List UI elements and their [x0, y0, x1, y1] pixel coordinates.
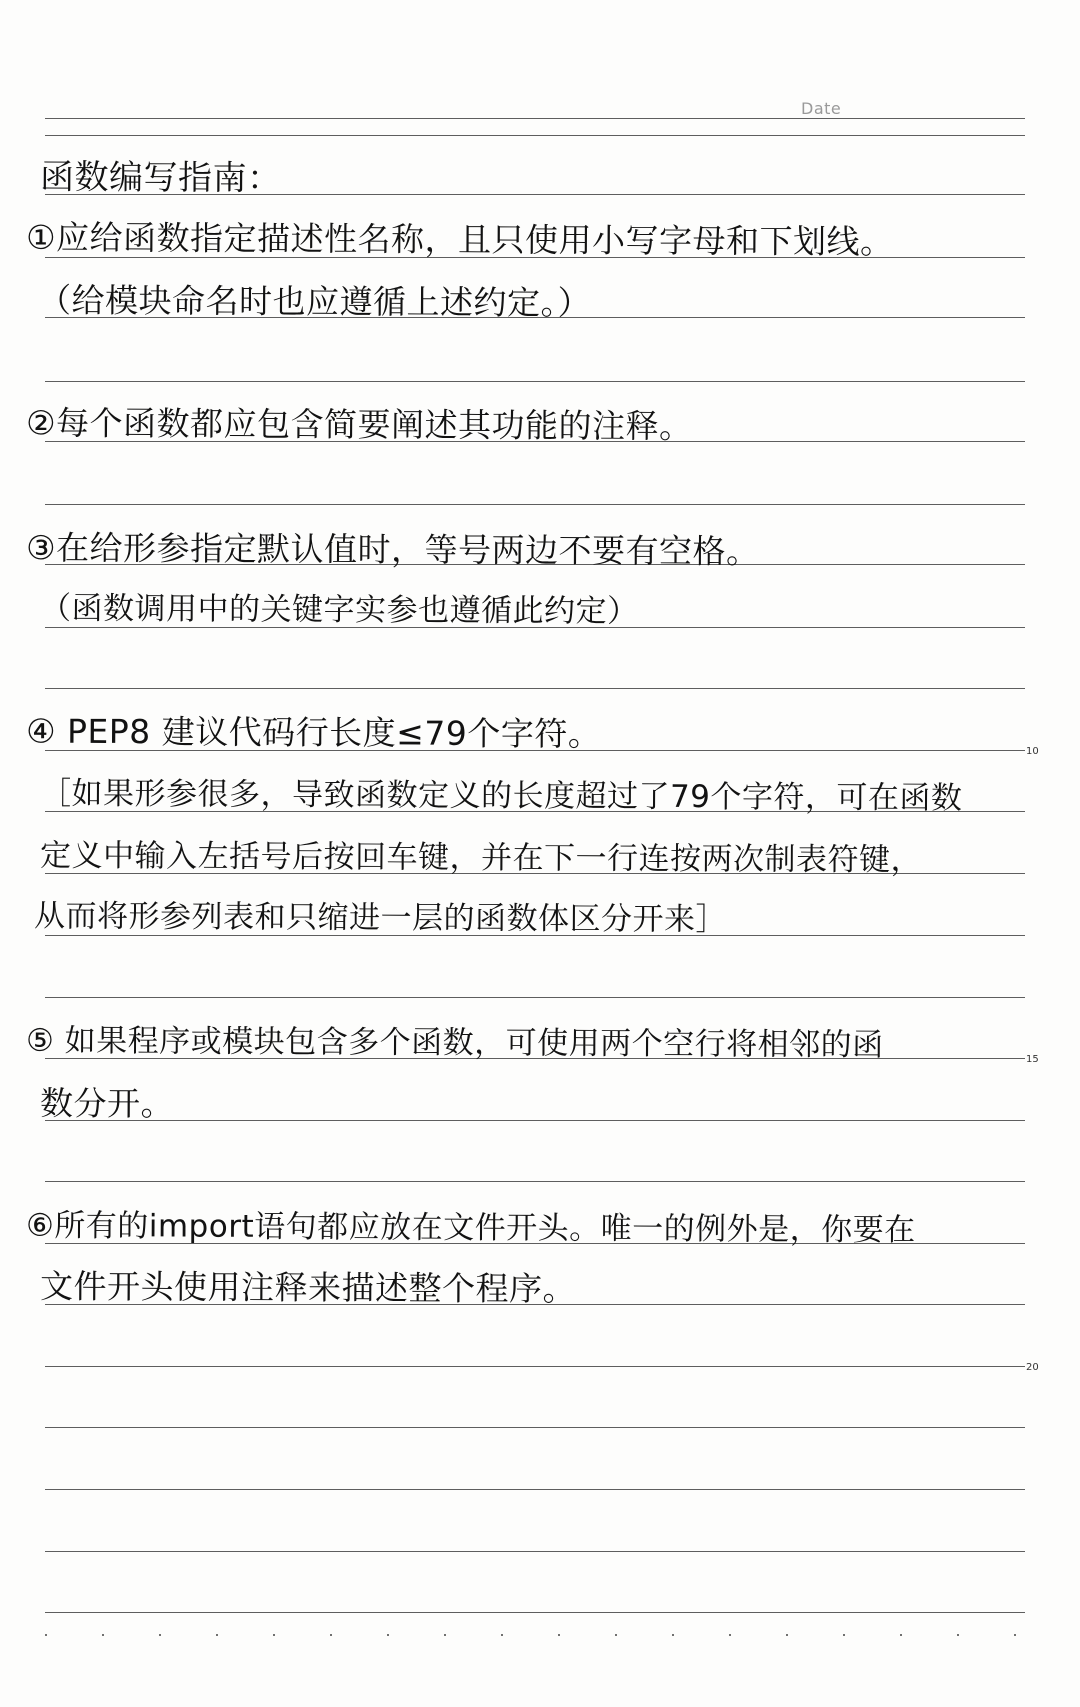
item3-line1: ③在给形参指定默认值时，等号两边不要有空格。 — [25, 528, 760, 571]
rule-line — [45, 1612, 1025, 1613]
rule-line — [45, 381, 1025, 382]
rule-line — [45, 1366, 1025, 1367]
bottom-dot — [558, 1634, 560, 1636]
item6-line1: ⑥所有的import语句都应放在文件开头。唯一的例外是，你要在 — [25, 1207, 916, 1249]
bottom-dot — [45, 1634, 47, 1636]
bottom-dot — [216, 1634, 218, 1636]
rule-line — [45, 1551, 1025, 1552]
bottom-dot — [615, 1634, 617, 1636]
line-number-15: 15 — [1026, 1054, 1039, 1065]
rule-line — [45, 1181, 1025, 1182]
bottom-dot — [444, 1634, 446, 1636]
bottom-dot — [786, 1634, 788, 1636]
line-number-20: 20 — [1026, 1362, 1039, 1373]
bottom-dot — [729, 1634, 731, 1636]
item4-line2: ［如果形参很多，导致函数定义的长度超过了79个字符，可在函数 — [39, 775, 963, 817]
bottom-dot — [672, 1634, 674, 1636]
bottom-dot — [102, 1634, 104, 1636]
bottom-dot — [843, 1634, 845, 1636]
rule-line — [45, 135, 1025, 136]
item6-line2: 文件开头使用注释来描述整个程序。 — [39, 1266, 577, 1309]
bottom-dot-row — [45, 1634, 1025, 1638]
bottom-dot — [1014, 1634, 1016, 1636]
rule-line — [45, 688, 1025, 689]
bottom-dot — [387, 1634, 389, 1636]
item5-line1: ⑤ 如果程序或模块包含多个函数，可使用两个空行将相邻的函 — [25, 1022, 884, 1064]
bottom-dot — [330, 1634, 332, 1636]
item2-line1: ②每个函数都应包含简要阐述其功能的注释。 — [25, 403, 693, 446]
item1-line2: （给模块命名时也应遵循上述约定。） — [37, 280, 592, 323]
bottom-dot — [957, 1634, 959, 1636]
notes-title: 函数编写指南： — [39, 157, 282, 199]
bottom-dot — [273, 1634, 275, 1636]
rule-line — [45, 118, 1025, 119]
item4-line3: 定义中输入左括号后按回车键，并在下一行连按两次制表符键， — [39, 837, 923, 879]
item4-line4: 从而将形参列表和只缩进一层的函数体区分开来］ — [33, 898, 728, 938]
rule-line — [45, 1120, 1025, 1121]
bottom-dot — [900, 1634, 902, 1636]
bottom-dot — [501, 1634, 503, 1636]
item5-line2: 数分开。 — [39, 1083, 175, 1124]
line-number-10: 10 — [1026, 746, 1039, 757]
item3-line2: （函数调用中的关键字实参也遵循此约定） — [39, 590, 639, 630]
rule-line — [45, 1489, 1025, 1490]
rule-line — [45, 504, 1025, 505]
item1-line1: ①应给函数指定描述性名称，且只使用小写字母和下划线。 — [25, 217, 894, 262]
date-label: Date — [801, 99, 842, 118]
rule-line — [45, 1427, 1025, 1428]
item4-line1: ④ PEP8 建议代码行长度≤79个字符。 — [25, 711, 602, 754]
bottom-dot — [159, 1634, 161, 1636]
rule-line — [45, 997, 1025, 998]
